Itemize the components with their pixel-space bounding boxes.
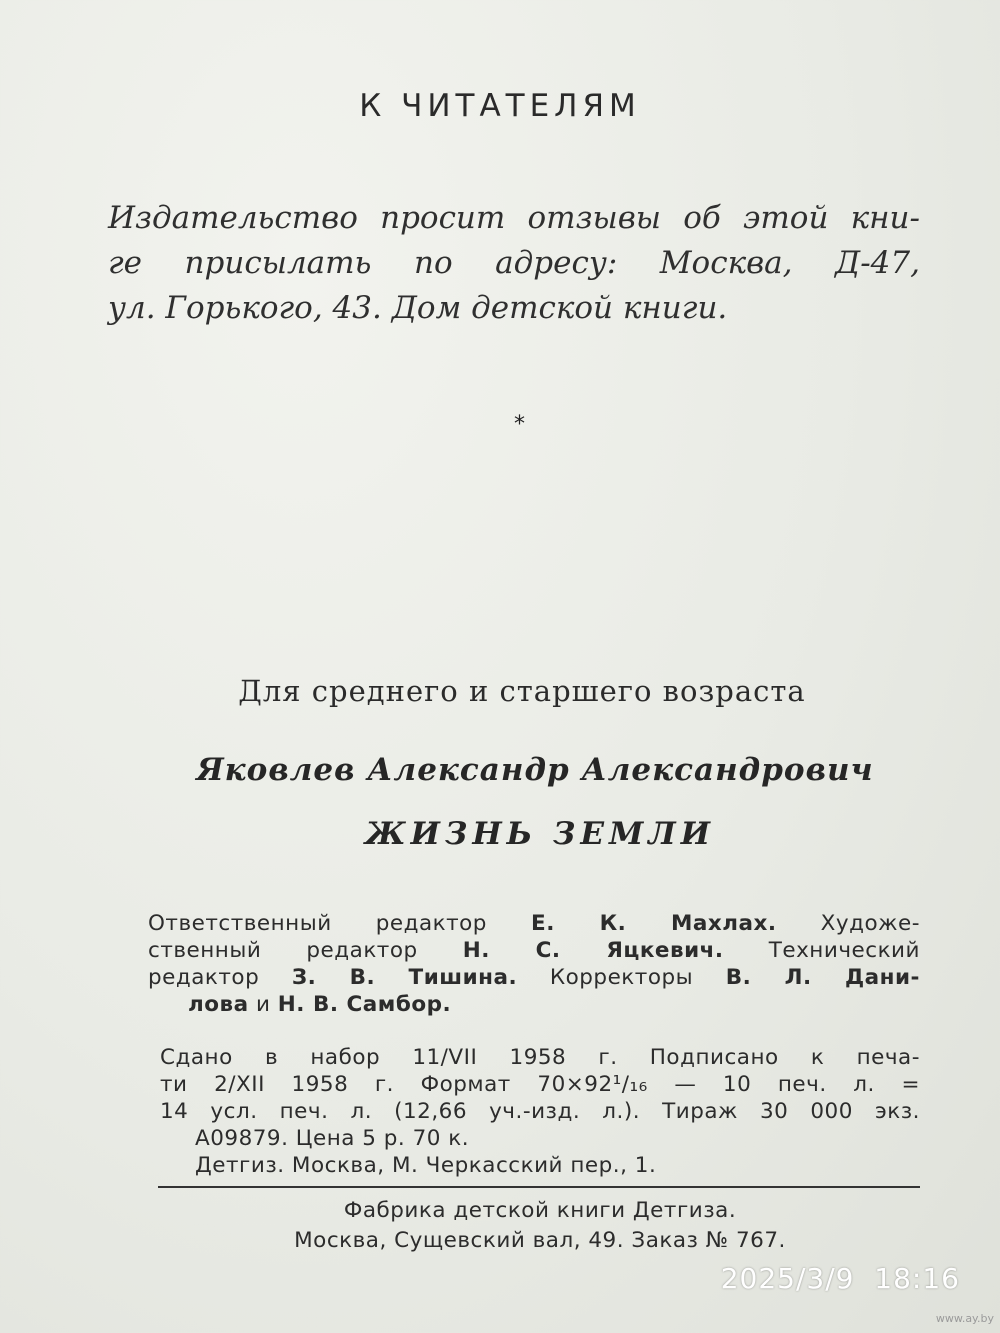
credit-person: Н. В. Самбор. <box>277 992 452 1017</box>
print-line: 14 усл. печ. л. (12,66 уч.-изд. л.). Тираж 30 000 экз. <box>160 1099 920 1124</box>
print-line: Сдано в набор 11/VII 1958 г. Подписано к печа- <box>160 1045 920 1070</box>
credit-text: ственный редактор <box>148 938 463 963</box>
notice-line: ул. Горького, 43. Дом детской книги. <box>108 290 728 326</box>
page-heading: К ЧИТАТЕЛЯМ <box>359 88 641 124</box>
credit-person: В. Л. Дани- <box>725 965 920 990</box>
print-line: Детгиз. Москва, М. Черкасский пер., 1. <box>195 1153 657 1178</box>
printing-details <box>160 1044 920 1179</box>
factory-info <box>160 1196 920 1256</box>
print-line: А09879. Цена 5 р. 70 к. <box>195 1126 470 1151</box>
credits-line <box>148 964 920 991</box>
credit-person: Н. С. Яцкевич. <box>462 938 724 963</box>
factory-line: Фабрика детской книги Детгиза. <box>343 1198 737 1223</box>
editorial-credits <box>148 910 920 1018</box>
credits-line <box>148 991 920 1018</box>
credits-line <box>148 937 920 964</box>
credit-text: Корректоры <box>517 965 726 990</box>
credit-text: Художе- <box>776 911 920 936</box>
divider-rule <box>158 1186 920 1188</box>
credit-text: Ответственный редактор <box>148 911 532 936</box>
credit-text: и <box>248 992 278 1017</box>
credits-line <box>148 910 920 937</box>
author-name: Яковлев Александр Александрович <box>196 752 874 788</box>
notice-line: Издательство просит отзывы об этой кни- <box>108 200 920 236</box>
photo-timestamp <box>721 1262 960 1295</box>
credit-person: З. В. Тишина. <box>291 965 518 990</box>
print-line: ти 2/XII 1958 г. Формат 70×92¹/₁₆ — 10 печ. л. = <box>160 1072 920 1097</box>
credit-person: лова <box>188 992 249 1017</box>
photo-time: 18:16 <box>874 1262 960 1295</box>
credit-text: редактор <box>148 965 292 990</box>
notice-line: ге присылать по адресу: Москва, Д-47, <box>108 245 920 281</box>
credit-person: Е. К. Махлах. <box>531 911 777 936</box>
factory-line: Москва, Сущевский вал, 49. Заказ № 767. <box>294 1228 786 1253</box>
book-title: ЖИЗНЬ ЗЕМЛИ <box>365 816 715 852</box>
credit-text: Технический <box>723 938 921 963</box>
publisher-notice <box>108 196 920 331</box>
photo-date: 2025/3/9 <box>720 1262 855 1295</box>
age-note: Для среднего и старшего возраста <box>238 674 806 708</box>
site-watermark: www.ay.by <box>935 1312 994 1325</box>
separator-asterisk: * <box>514 412 525 437</box>
